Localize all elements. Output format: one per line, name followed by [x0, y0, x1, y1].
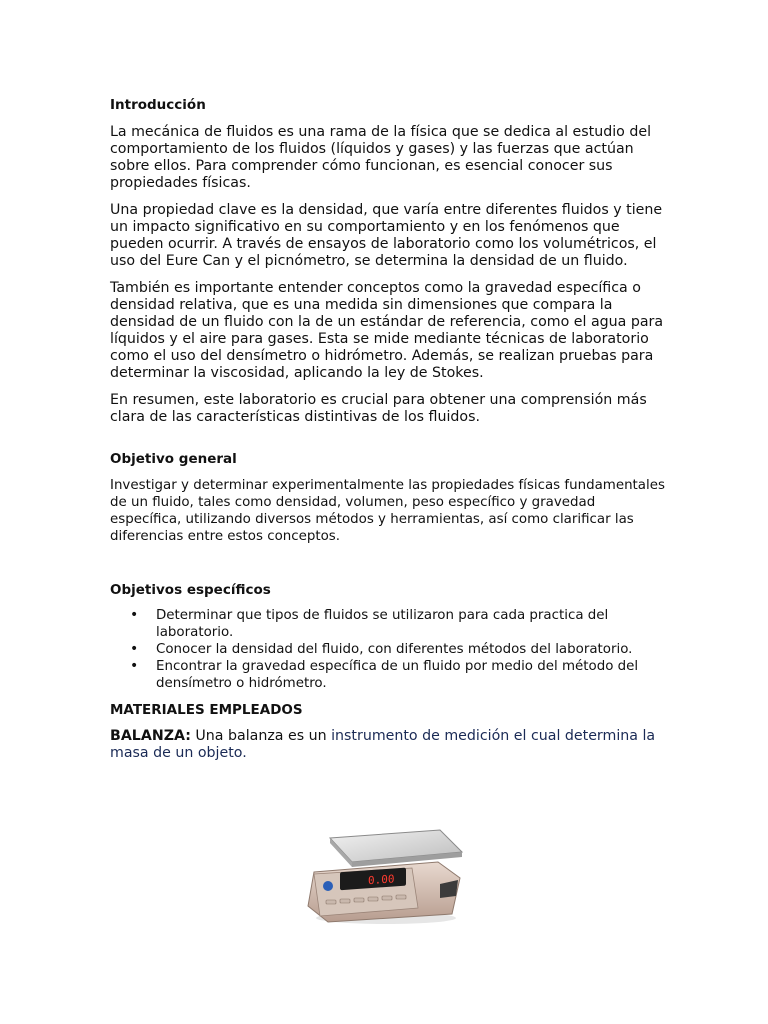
list-item: [110, 607, 670, 641]
bullet-icon: •: [130, 658, 139, 674]
balanza-description: [110, 728, 670, 762]
specific-objectives-heading: Objetivos específicos: [110, 582, 271, 598]
intro-paragraph: También es importante entender conceptos como la gravedad específica o densidad relativa, que es una medida sin dimensiones que compara la densidad de un fluido con la de un estándar de referencia, como el agua para líquidos y el aire para gases. Esta se mide mediante técnicas de laboratorio como el uso del densímetro o hidrómetro. Además, se realizan pruebas para determinar la viscosidad, aplicando la ley de Stokes.: [110, 280, 664, 381]
balanza-text: Una balanza es un: [190, 728, 332, 744]
intro-paragraph: Una propiedad clave es la densidad, que varía entre diferentes fluidos y tiene un impacto significativo en su comportamiento y en los fenómenos que pueden ocurrir. A través de ensayos de laboratorio como los volumétricos, el uso del Eure Can y el picnómetro, se determina la densidad de un fluido.: [110, 202, 663, 269]
bullet-icon: •: [130, 641, 139, 657]
intro-paragraph: La mecánica de fluidos es una rama de la física que se dedica al estudio del comportamiento de los fluidos (líquidos y gases) y las fuerzas que actúan sobre ellos. Para comprender cómo funcionan, es esencial conocer sus propiedades físicas.: [110, 124, 652, 191]
digital-scale-icon: [300, 826, 468, 926]
document-page: [110, 96, 670, 762]
balanza-text-highlight: instrumento de medición el cual determina la masa de un objeto.: [110, 728, 656, 761]
intro-paragraph: En resumen, este laboratorio es crucial para obtener una comprensión más clara de las características distintivas de los fluidos.: [110, 392, 647, 425]
bullet-icon: •: [130, 607, 139, 623]
list-item-text: Encontrar la gravedad específica de un fluido por medio del método del densímetro o hidrómetro.: [156, 659, 639, 691]
balanza-label: BALANZA:: [110, 728, 191, 744]
general-objective-text: Investigar y determinar experimentalmente las propiedades físicas fundamentales de un fluido, tales como densidad, volumen, peso específico y gravedad específica, utilizando diversos métodos y herramientas, así como clarificar las diferencias entre estos conceptos.: [110, 478, 665, 544]
general-objective-heading: Objetivo general: [110, 451, 237, 467]
specific-objectives-list: [110, 607, 670, 692]
intro-heading: Introducción: [110, 97, 206, 113]
list-item-text: Conocer la densidad del fluido, con diferentes métodos del laboratorio.: [156, 642, 633, 657]
materials-heading: MATERIALES EMPLEADOS: [110, 702, 303, 718]
list-item-text: Determinar que tipos de fluidos se utilizaron para cada practica del laboratorio.: [156, 608, 609, 640]
intro-section: [110, 124, 670, 426]
list-item: [110, 658, 670, 692]
scale-display-value: 0.00: [368, 872, 395, 888]
list-item: [110, 641, 670, 658]
